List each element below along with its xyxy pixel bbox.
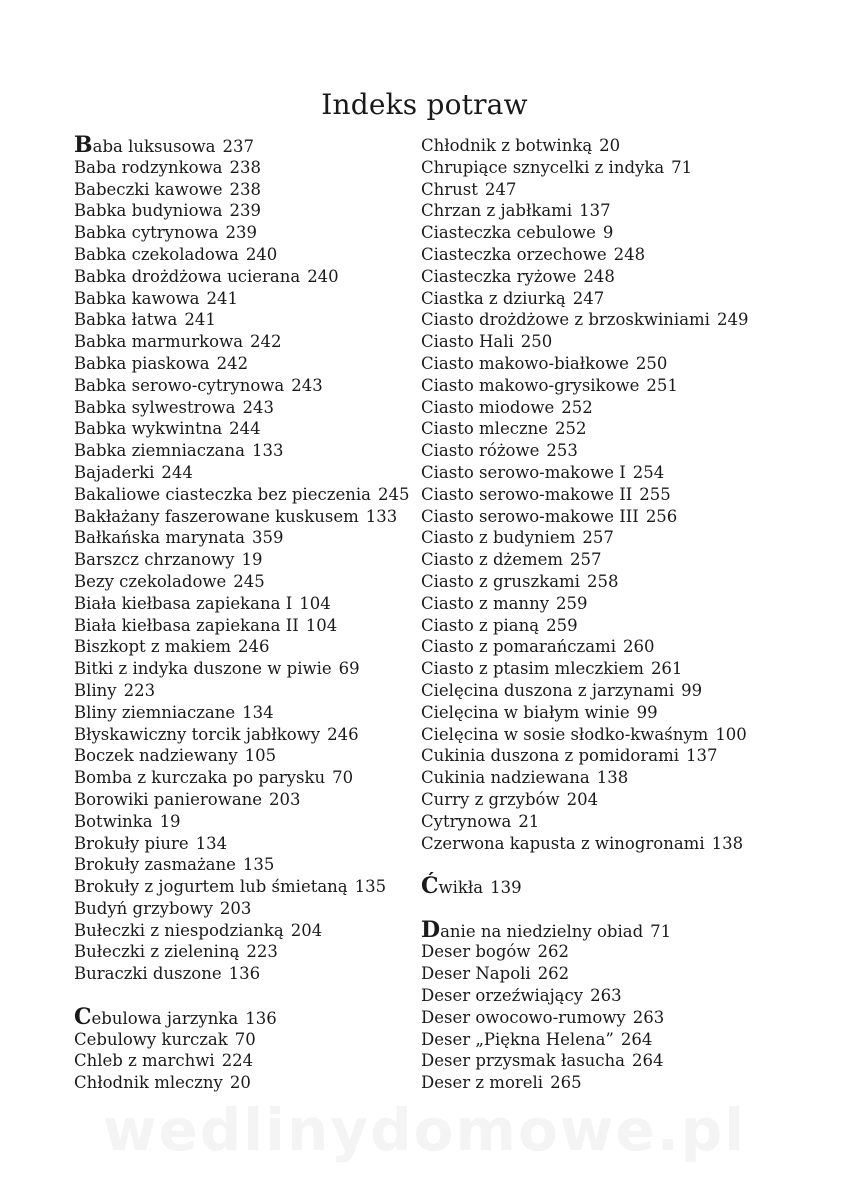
page-number: 261 (650, 659, 683, 679)
entry-title: Bułeczki z zieleniną (74, 942, 240, 962)
page-number: 204 (566, 789, 599, 809)
entry-title: Cielęcina duszona z jarzynami (421, 680, 675, 700)
entry-title: Bakaliowe ciasteczka bez pieczenia (74, 484, 371, 504)
index-entry (421, 462, 801, 484)
entry-title: Brokuły piure (74, 833, 189, 853)
index-entry (74, 920, 454, 942)
page-number: 260 (622, 637, 655, 657)
index-entry (74, 506, 454, 528)
page-number: 257 (582, 528, 614, 548)
index-entry (74, 375, 454, 397)
entry-title: Bakłażany faszerowane kuskusem (74, 506, 359, 526)
index-entry (421, 985, 801, 1007)
entry-title: Deser przysmak łasucha (421, 1051, 626, 1071)
page-title: Indeks potraw (321, 88, 528, 121)
page-number: 70 (234, 1029, 256, 1049)
entry-title: Ciasto z pomarańczami (421, 637, 616, 657)
entry-title: Deser Napoli (421, 964, 531, 984)
entry-title: Botwinka (74, 811, 153, 831)
entry-title: Babka sylwestrowa (74, 397, 236, 417)
entry-title: Ciasto mleczne (421, 419, 549, 439)
index-entry (421, 963, 801, 985)
entry-title: Babeczki kawowe (74, 179, 223, 199)
entry-title: Chleb z marchwi (74, 1051, 215, 1071)
entry-title: Chrupiące sznycelki z indyka (421, 157, 665, 177)
entry-title: Cytrynowa (421, 811, 512, 831)
index-entry (421, 811, 801, 833)
entry-title: Błyskawiczny torcik jabłkowy (74, 724, 321, 744)
index-entry (421, 222, 801, 244)
index-entry (74, 527, 454, 549)
index-entry (74, 615, 454, 637)
entry-title: Ciasto serowo-makowe I (421, 462, 626, 482)
entry-title: Bliny ziemniaczane (74, 702, 236, 722)
entry-title: Babka marmurkowa (74, 332, 244, 352)
index-entry (421, 1072, 801, 1094)
page-number: 105 (244, 746, 277, 766)
entry-title: Babka kawowa (74, 288, 200, 308)
entry-title: Ciasto drożdżowe z brzoskwiniami (421, 310, 710, 330)
entry-title: wikła (438, 878, 484, 898)
index-entry (74, 222, 454, 244)
entry-title: Babka wykwintna (74, 419, 223, 439)
entry-title: Ciasto makowo-białkowe (421, 353, 629, 373)
entry-title: Ciasteczka cebulowe (421, 223, 596, 243)
entry-title: aba luksusowa (92, 137, 216, 156)
entry-title: Ciasto makowo-grysikowe (421, 375, 640, 395)
page-number: 71 (650, 921, 672, 941)
entry-title: Deser z moreli (421, 1073, 544, 1093)
page-number: 248 (613, 244, 646, 264)
index-entry (74, 1072, 454, 1094)
entry-title: Bałkańska marynata (74, 528, 245, 548)
page-number: 203 (219, 898, 252, 918)
page-number: 238 (229, 157, 262, 177)
index-entry (74, 1003, 454, 1030)
entry-title: Babka ziemniaczana (74, 441, 245, 461)
index-entry (74, 1050, 454, 1072)
entry-title: Budyń grzybowy (74, 898, 213, 918)
page-number: 245 (233, 571, 265, 591)
page-number: 135 (354, 877, 387, 897)
entry-title: Biała kiełbasa zapiekana II (74, 615, 299, 635)
index-entry (74, 157, 454, 179)
entry-title: Ciastka z dziurką (421, 288, 566, 308)
entry-title: Ciasteczka orzechowe (421, 244, 607, 264)
page-number: 138 (711, 833, 744, 853)
index-entry (421, 941, 801, 963)
page-number: 135 (242, 855, 275, 875)
index-entry (421, 244, 801, 266)
page-number: 243 (291, 375, 323, 395)
index-entry (421, 593, 801, 615)
page-number: 264 (620, 1029, 653, 1049)
page-number: 19 (159, 811, 181, 831)
page-number: 239 (225, 223, 258, 243)
index-column-left (74, 132, 454, 1094)
page-number: 224 (221, 1051, 254, 1071)
page-number: 133 (251, 441, 284, 461)
page-number: 249 (716, 310, 749, 330)
entry-title: Barszcz chrzanowy (74, 550, 235, 570)
entry-title: Babka piaskowa (74, 353, 210, 373)
index-entry (74, 353, 454, 375)
page-number: 223 (246, 942, 278, 962)
index-entry (74, 397, 454, 419)
index-entry (421, 331, 801, 353)
page-number: 240 (245, 244, 278, 264)
entry-title: Babka czekoladowa (74, 244, 239, 264)
index-entry (74, 745, 454, 767)
page-number: 71 (671, 157, 693, 177)
index-entry (74, 244, 454, 266)
index-entry (74, 266, 454, 288)
entry-title: Babka drożdżowa ucierana (74, 266, 301, 286)
entry-title: Deser bogów (421, 942, 531, 962)
page-number: 262 (537, 964, 570, 984)
index-entry (74, 571, 454, 593)
page-number: 138 (596, 768, 629, 788)
index-entry (74, 854, 454, 876)
index-entry (421, 549, 801, 571)
entry-title: Chłodnik z botwinką (421, 136, 593, 155)
index-entry (421, 658, 801, 680)
entry-title: Chłodnik mleczny (74, 1073, 223, 1093)
entry-title: Cielęcina w białym winie (421, 702, 630, 722)
entry-title: Deser orzeźwiający (421, 986, 584, 1006)
page-number: 252 (561, 397, 593, 417)
page-number: 136 (228, 964, 261, 984)
entry-title: Bezy czekoladowe (74, 571, 227, 591)
page-number: 9 (602, 223, 614, 243)
page-number: 241 (206, 288, 238, 308)
section-gap (421, 854, 801, 876)
index-entry (74, 724, 454, 746)
page-number: 203 (269, 789, 301, 809)
index-entry (421, 135, 801, 157)
entry-title: Boczek nadziewany (74, 746, 238, 766)
page-number: 70 (332, 768, 354, 788)
index-entry (421, 724, 801, 746)
entry-title: Borowiki panierowane (74, 789, 263, 809)
entry-title: Ciasto Hali (421, 332, 514, 352)
index-entry (74, 418, 454, 440)
page-number: 253 (546, 441, 578, 461)
page-number: 137 (686, 746, 718, 766)
entry-title: Chrust (421, 179, 478, 199)
index-entry (421, 767, 801, 789)
entry-title: Ciasto serowo-makowe II (421, 484, 633, 504)
entry-title: ebulowa jarzynka (91, 1008, 239, 1028)
page-number: 100 (715, 724, 747, 744)
index-entry (421, 288, 801, 310)
index-entry (421, 179, 801, 201)
index-entry (74, 132, 454, 158)
page-number: 252 (555, 419, 587, 439)
entry-title: Ciasto z budyniem (421, 528, 576, 548)
index-entry (421, 397, 801, 419)
index-entry (421, 353, 801, 375)
entry-title: Biszkopt z makiem (74, 637, 232, 657)
index-entry (421, 571, 801, 593)
section-initial: D (421, 916, 441, 943)
index-entry (74, 811, 454, 833)
index-entry (74, 963, 454, 985)
entry-title: Ciasto z gruszkami (421, 571, 580, 591)
index-entry (421, 680, 801, 702)
entry-title: Cebulowy kurczak (74, 1029, 228, 1049)
index-entry (74, 636, 454, 658)
entry-title: Czerwona kapusta z winogronami (421, 833, 705, 853)
page-number: 20 (229, 1073, 251, 1093)
page-number: 204 (290, 920, 323, 940)
page-number: 19 (241, 550, 263, 570)
page-number: 104 (299, 593, 331, 613)
index-entry (74, 549, 454, 571)
entry-title: Deser „Piękna Helena” (421, 1029, 614, 1049)
page-number: 244 (229, 419, 261, 439)
index-entry (74, 702, 454, 724)
page-number: 263 (590, 986, 622, 1006)
index-entry (421, 375, 801, 397)
index-entry (421, 440, 801, 462)
page-number: 359 (251, 528, 284, 548)
page-number: 134 (242, 702, 274, 722)
page-number: 246 (238, 637, 270, 657)
page-number: 251 (646, 375, 678, 395)
entry-title: Ciasto różowe (421, 441, 540, 461)
index-entry (74, 789, 454, 811)
entry-title: Bitki z indyka duszone w piwie (74, 659, 332, 679)
index-entry (74, 898, 454, 920)
page-number: 244 (161, 462, 193, 482)
index-entry (421, 527, 801, 549)
page-number: 243 (242, 397, 274, 417)
page-number: 242 (250, 332, 282, 352)
section-initial: Ć (421, 873, 439, 900)
entry-title: Brokuły zasmażane (74, 855, 236, 875)
page-number: 257 (570, 550, 602, 570)
section-initial: C (74, 1003, 92, 1030)
entry-title: Ciasto miodowe (421, 397, 555, 417)
index-entry (74, 179, 454, 201)
entry-title: Ciasto z dżemem (421, 550, 564, 570)
page-number: 99 (681, 680, 703, 700)
page-number: 258 (586, 571, 619, 591)
page-number: 242 (216, 353, 249, 373)
index-entry (74, 658, 454, 680)
entry-title: Cielęcina w sosie słodko-kwaśnym (421, 724, 709, 744)
page-number: 248 (583, 266, 615, 286)
index-entry (74, 941, 454, 963)
entry-title: Baba rodzynkowa (74, 157, 223, 177)
page-number: 21 (518, 811, 540, 831)
index-entry (74, 440, 454, 462)
section-initial: B (74, 132, 93, 158)
entry-title: Curry z grzybów (421, 789, 560, 809)
page-number: 136 (245, 1008, 277, 1028)
page-number: 263 (632, 1007, 665, 1027)
index-entry (421, 615, 801, 637)
page-number: 254 (632, 462, 665, 482)
index-entry (421, 702, 801, 724)
page-number: 259 (556, 593, 588, 613)
index-entry (74, 288, 454, 310)
index-entry (421, 1029, 801, 1051)
page-number: 245 (377, 484, 410, 504)
page-number: 20 (599, 136, 621, 155)
entry-title: Bomba z kurczaka po parysku (74, 768, 326, 788)
page-number: 255 (639, 484, 671, 504)
page-number: 137 (579, 201, 611, 221)
page-number: 69 (338, 659, 360, 679)
page-number: 133 (365, 506, 398, 526)
entry-title: Ciasto z manny (421, 593, 550, 613)
page-number: 265 (550, 1073, 582, 1093)
index-entry (421, 418, 801, 440)
page-number: 240 (307, 266, 339, 286)
index-entry (421, 833, 801, 855)
entry-title: Chrzan z jabłkami (421, 201, 573, 221)
page-number: 239 (229, 201, 261, 221)
entry-title: Bułeczki z niespodzianką (74, 920, 284, 940)
entry-title: Biała kiełbasa zapiekana I (74, 593, 293, 613)
index-entry (74, 1029, 454, 1051)
page-number: 247 (484, 179, 517, 199)
page-number: 250 (520, 332, 553, 352)
index-column-right (421, 135, 801, 1094)
entry-title: Ciasto z ptasim mleczkiem (421, 659, 644, 679)
entry-title: Ciasteczka ryżowe (421, 266, 577, 286)
entry-title: Babka budyniowa (74, 201, 223, 221)
page-number: 256 (645, 506, 678, 526)
index-entry (421, 506, 801, 528)
page-number: 99 (636, 702, 658, 722)
index-entry (421, 636, 801, 658)
page-number: 238 (229, 179, 262, 199)
index-entry (74, 593, 454, 615)
entry-title: Cukinia duszona z pomidorami (421, 746, 680, 766)
page-number: 104 (305, 615, 338, 635)
index-entry (421, 745, 801, 767)
index-entry (421, 789, 801, 811)
entry-title: Babka cytrynowa (74, 223, 219, 243)
entry-title: Buraczki duszone (74, 964, 222, 984)
entry-title: Babka serowo-cytrynowa (74, 375, 285, 395)
index-entry (421, 200, 801, 222)
index-entry (74, 767, 454, 789)
page-number: 250 (635, 353, 668, 373)
index-entry (74, 680, 454, 702)
index-entry (74, 462, 454, 484)
entry-title: Ciasto serowo-makowe III (421, 506, 639, 526)
index-entry (421, 916, 801, 943)
section-gap (421, 898, 801, 920)
page-number: 246 (327, 724, 359, 744)
page-number: 134 (195, 833, 228, 853)
section-gap (74, 985, 454, 1007)
entry-title: Cukinia nadziewana (421, 768, 590, 788)
index-entry (74, 833, 454, 855)
index-entry (74, 484, 454, 506)
index-entry (421, 157, 801, 179)
index-entry (74, 876, 454, 898)
index-entry (421, 1050, 801, 1072)
entry-title: Ciasto z pianą (421, 615, 540, 635)
entry-title: Deser owocowo-rumowy (421, 1007, 626, 1027)
page-number: 264 (632, 1051, 664, 1071)
watermark: wedlinydomowe.pl (102, 1096, 747, 1164)
page-number: 223 (123, 680, 156, 700)
index-entry (421, 484, 801, 506)
index-entry (421, 266, 801, 288)
index-entry (74, 331, 454, 353)
entry-title: anie na niedzielny obiad (440, 921, 644, 941)
entry-title: Bliny (74, 680, 117, 700)
entry-title: Bajaderki (74, 462, 155, 482)
index-entry (74, 200, 454, 222)
page-number: 237 (222, 137, 254, 156)
index-entry (74, 309, 454, 331)
page-number: 247 (572, 288, 605, 308)
page-number: 259 (546, 615, 578, 635)
page-number: 139 (490, 878, 522, 898)
entry-title: Babka łatwa (74, 310, 178, 330)
entry-title: Brokuły z jogurtem lub śmietaną (74, 877, 348, 897)
index-entry (421, 1007, 801, 1029)
index-entry (421, 309, 801, 331)
index-entry (421, 873, 801, 900)
page-number: 241 (184, 310, 216, 330)
page-number: 262 (537, 942, 569, 962)
